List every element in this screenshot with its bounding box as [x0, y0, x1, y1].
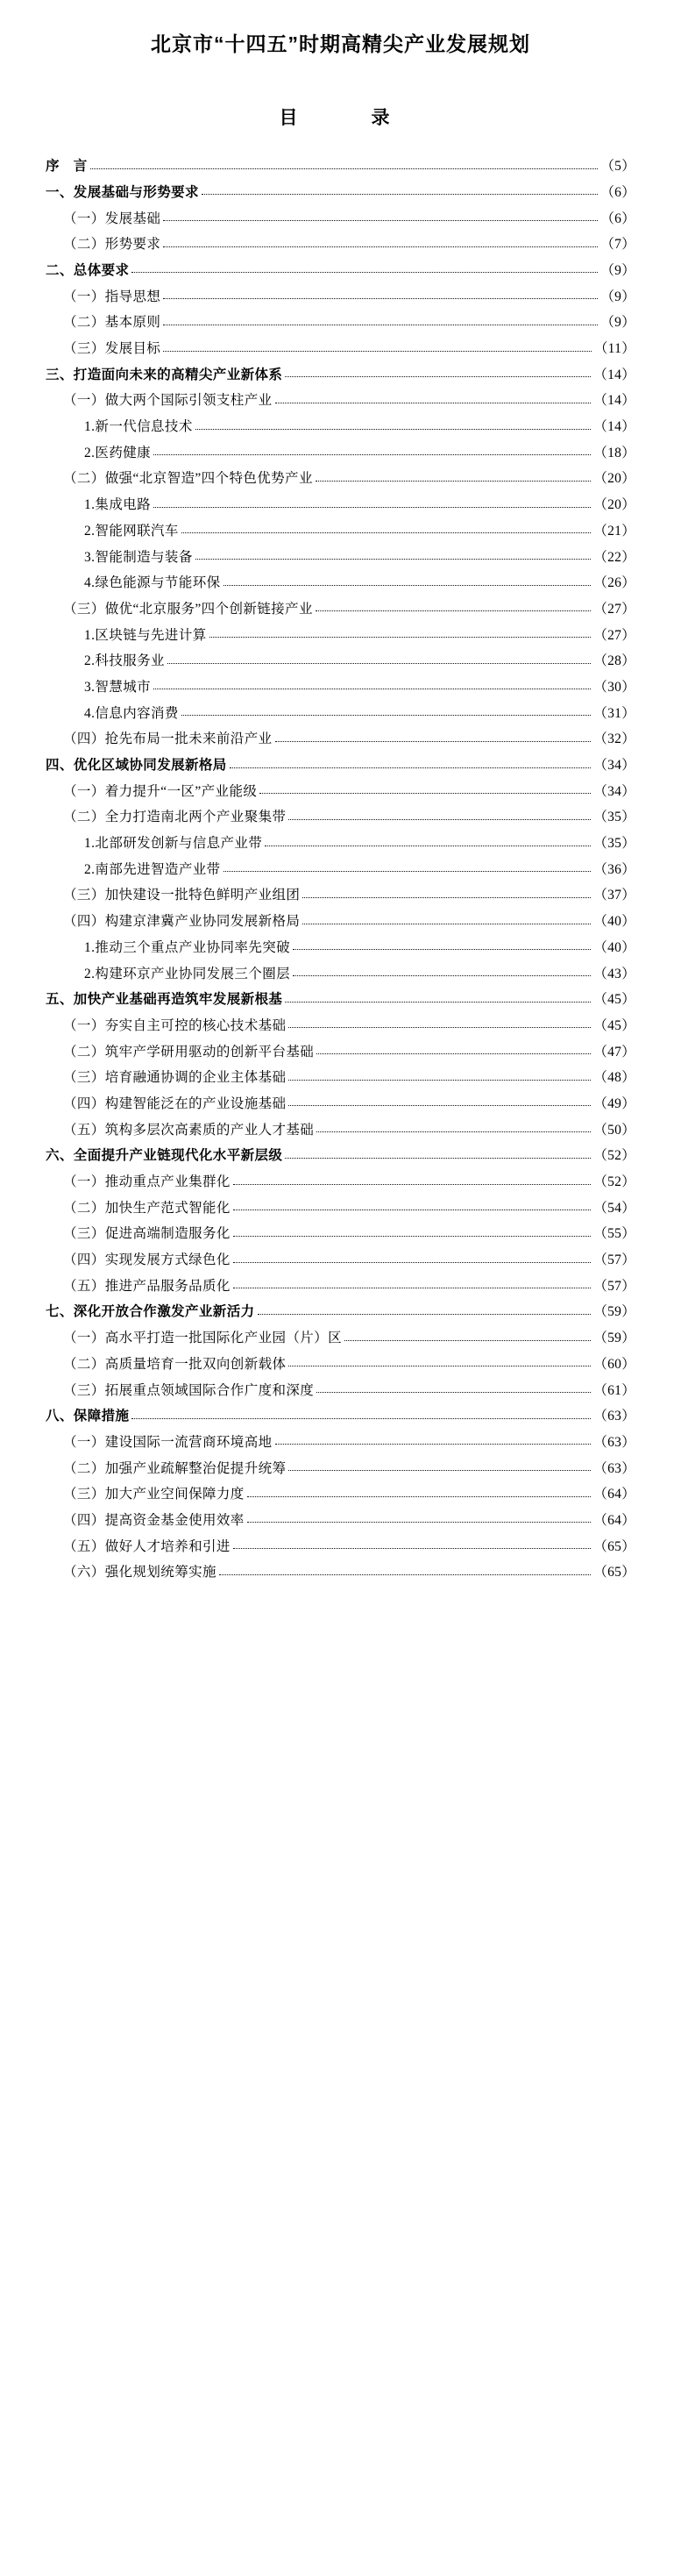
toc-leader-dots: [344, 1339, 591, 1341]
toc-entry[interactable]: [46, 732, 635, 746]
toc-entry-label: 2.科技服务业: [84, 653, 165, 669]
toc-entry[interactable]: [46, 264, 635, 278]
toc-entry-label: 3.智慧城市: [84, 679, 152, 695]
toc-entry-page-number: （52）: [593, 1174, 635, 1189]
toc-entry-label: 4.绿色能源与节能环保: [84, 575, 221, 591]
toc-entry[interactable]: [46, 342, 635, 356]
toc-entry-label: 三、打造面向未来的高精尖产业新体系: [46, 367, 283, 382]
toc-entry[interactable]: [46, 941, 635, 955]
toc-entry[interactable]: [46, 290, 635, 304]
toc-entry-page-number: （47）: [593, 1044, 635, 1060]
toc-entry-label: （一）夯实自主可控的核心技术基础: [63, 1017, 287, 1033]
toc-entry-page-number: （30）: [593, 679, 635, 695]
toc-entry-label: 1.推动三个重点产业协同率先突破: [84, 939, 291, 955]
toc-entry-page-number: （65）: [593, 1565, 635, 1581]
toc-entry-label: （二）基本原则: [63, 315, 161, 331]
toc-entry[interactable]: [46, 629, 635, 643]
toc-entry-page-number: （36）: [593, 861, 635, 877]
toc-leader-dots: [233, 1235, 591, 1237]
toc-entry-label: 五、加快产业基础再造筑牢发展新根基: [46, 992, 283, 1008]
toc-leader-dots: [202, 193, 598, 195]
toc-entry[interactable]: [46, 1202, 635, 1216]
toc-entry[interactable]: [46, 551, 635, 565]
toc-entry-page-number: （63）: [593, 1409, 635, 1424]
toc-entry[interactable]: [46, 785, 635, 799]
toc-leader-dots: [316, 1053, 591, 1054]
toc-entry-page-number: （14）: [593, 367, 635, 382]
toc-leader-dots: [259, 792, 591, 794]
toc-leader-dots: [233, 1547, 591, 1549]
toc-leader-dots: [285, 1157, 591, 1159]
toc-entry-page-number: （11）: [593, 341, 635, 356]
toc-leader-dots: [302, 923, 591, 924]
toc-entry-label: （四）抢先布局一批未来前沿产业: [63, 731, 273, 747]
toc-entry[interactable]: [46, 654, 635, 668]
toc-entry-label: （一）着力提升“一区”产业能级: [63, 783, 258, 799]
toc-entry[interactable]: [46, 915, 635, 929]
toc-entry-page-number: （63）: [593, 1434, 635, 1450]
toc-entry[interactable]: [46, 759, 635, 773]
toc-entry[interactable]: [46, 707, 635, 721]
toc-entry-label: （三）促进高端制造服务化: [63, 1226, 231, 1242]
toc-entry-page-number: （45）: [593, 1017, 635, 1033]
toc-entry[interactable]: [46, 1019, 635, 1033]
toc-entry-page-number: （21）: [593, 523, 635, 539]
toc-entry-page-number: （60）: [593, 1356, 635, 1372]
toc-leader-dots: [233, 1261, 591, 1263]
toc-entry-page-number: （18）: [593, 445, 635, 460]
toc-entry-label: 序 言: [46, 159, 88, 175]
toc-leader-dots: [195, 558, 592, 560]
toc-leader-dots: [285, 375, 591, 377]
toc-entry-page-number: （40）: [593, 939, 635, 955]
toc-entry-page-number: （45）: [593, 992, 635, 1008]
toc-entry[interactable]: [46, 1540, 635, 1554]
toc-leader-dots: [163, 246, 598, 247]
toc-leader-dots: [233, 1287, 591, 1288]
toc-entry-label: （二）形势要求: [63, 237, 161, 253]
toc-entry[interactable]: [46, 1409, 635, 1424]
toc-entry-label: 2.医药健康: [84, 445, 152, 460]
toc-leader-dots: [223, 870, 592, 872]
toc-entry-page-number: （59）: [593, 1304, 635, 1320]
toc-entry-page-number: （27）: [593, 601, 635, 617]
toc-entry-label: （二）全力打造南北两个产业聚集带: [63, 810, 287, 825]
toc-leader-dots: [288, 818, 591, 820]
toc-leader-dots: [153, 453, 591, 455]
toc-entry-page-number: （20）: [593, 471, 635, 487]
toc-entry-label: （一）建设国际一流营商环境高地: [63, 1434, 273, 1450]
toc-entry-label: （二）高质量培育一批双向创新载体: [63, 1356, 287, 1372]
toc-leader-dots: [163, 350, 592, 352]
toc-entry-page-number: （20）: [593, 497, 635, 513]
toc-leader-dots: [233, 1209, 591, 1210]
toc-entry-label: （二）筑牢产学研用驱动的创新平台基础: [63, 1044, 315, 1060]
toc-entry[interactable]: [46, 472, 635, 486]
toc-entry-label: （一）做大两个国际引领支柱产业: [63, 393, 273, 409]
toc-entry[interactable]: [46, 1305, 635, 1319]
toc-entry-label: （二）加强产业疏解整治促提升统筹: [63, 1460, 287, 1476]
toc-entry-page-number: （5）: [600, 159, 635, 175]
toc-leader-dots: [316, 610, 591, 611]
toc-entry-label: （一）指导思想: [63, 289, 161, 304]
toc-entry-page-number: （64）: [593, 1487, 635, 1502]
toc-entry-page-number: （6）: [600, 211, 635, 226]
toc-entry-label: （二）加快生产范式智能化: [63, 1200, 231, 1216]
toc-entry-label: （五）筑构多层次高素质的产业人才基础: [63, 1122, 315, 1138]
toc-entry[interactable]: [46, 603, 635, 617]
toc-entry-page-number: （35）: [593, 836, 635, 852]
toc-entry[interactable]: [46, 810, 635, 824]
toc-entry-page-number: （64）: [593, 1512, 635, 1528]
toc-leader-dots: [293, 948, 591, 950]
toc-leader-dots: [288, 1365, 591, 1366]
toc-entry-page-number: （34）: [593, 783, 635, 799]
toc-leader-dots: [163, 219, 598, 221]
toc-entry[interactable]: [46, 681, 635, 695]
toc-entry[interactable]: [46, 368, 635, 382]
toc-entry-page-number: （65）: [593, 1538, 635, 1554]
toc-entry-page-number: （26）: [593, 575, 635, 591]
toc-entry-label: 3.智能制造与装备: [84, 549, 193, 565]
toc-entry-page-number: （31）: [593, 705, 635, 721]
toc-entry[interactable]: [46, 967, 635, 981]
toc-entry-label: 六、全面提升产业链现代化水平新层级: [46, 1148, 283, 1164]
toc-leader-dots: [230, 767, 592, 768]
toc-entry-page-number: （9）: [600, 315, 635, 331]
toc-entry-label: （四）实现发展方式绿色化: [63, 1252, 231, 1268]
toc-leader-dots: [209, 636, 592, 638]
toc-entry-label: 八、保障措施: [46, 1409, 130, 1424]
toc-leader-dots: [167, 662, 591, 664]
toc-entry-label: 1.区块链与先进计算: [84, 627, 207, 643]
toc-leader-dots: [223, 584, 592, 586]
toc-entry-page-number: （54）: [593, 1200, 635, 1216]
toc-entry-page-number: （9）: [600, 289, 635, 304]
toc-entry-page-number: （63）: [593, 1460, 635, 1476]
toc-entry-page-number: （28）: [593, 653, 635, 669]
toc-entry-label: （四）构建京津冀产业协同发展新格局: [63, 914, 301, 930]
toc-entry-label: 四、优化区域协同发展新格局: [46, 758, 227, 773]
toc-entry-page-number: （50）: [593, 1122, 635, 1138]
toc-leader-dots: [163, 297, 598, 299]
toc-entry[interactable]: [46, 1227, 635, 1241]
toc-leader-dots: [288, 1079, 591, 1081]
toc-entry-label: 1.新一代信息技术: [84, 419, 193, 435]
toc-leader-dots: [316, 1131, 591, 1132]
toc-entry[interactable]: [46, 1280, 635, 1294]
toc-entry[interactable]: [46, 1071, 635, 1085]
toc-entry-label: （一）高水平打造一批国际化产业园（片）区: [63, 1331, 343, 1346]
toc-entry-page-number: （32）: [593, 731, 635, 747]
toc-entry[interactable]: [46, 316, 635, 330]
toc-entry[interactable]: [46, 1436, 635, 1450]
toc-entry-page-number: （27）: [593, 627, 635, 643]
toc-entry-label: 2.智能网联汽车: [84, 523, 179, 539]
toc-entry[interactable]: [46, 993, 635, 1007]
toc-entry-page-number: （7）: [600, 237, 635, 253]
toc-leader-dots: [181, 532, 591, 533]
toc-leader-dots: [195, 428, 592, 430]
toc-entry[interactable]: [46, 446, 635, 460]
toc-entry-label: 2.构建环京产业协同发展三个圈层: [84, 966, 291, 981]
toc-leader-dots: [90, 168, 599, 169]
toc-entry[interactable]: [46, 1566, 635, 1580]
toc-entry-page-number: （6）: [600, 184, 635, 200]
toc-entry-page-number: （57）: [593, 1278, 635, 1294]
toc-entry[interactable]: [46, 1358, 635, 1372]
toc-leader-dots: [316, 1391, 591, 1393]
toc-entry[interactable]: [46, 498, 635, 512]
toc-leader-dots: [258, 1313, 592, 1315]
toc-leader-dots: [302, 896, 591, 898]
toc-entry-page-number: （35）: [593, 810, 635, 825]
page-title: 北京市“十四五”时期高精尖产业发展规划: [151, 32, 530, 55]
toc-leader-dots: [285, 1001, 591, 1003]
toc-entry[interactable]: [46, 1124, 635, 1138]
toc-entry-label: 一、发展基础与形势要求: [46, 184, 199, 200]
toc-entry-label: 七、深化开放合作激发产业新活力: [46, 1304, 255, 1320]
toc-entry-page-number: （48）: [593, 1070, 635, 1086]
toc-entry[interactable]: [46, 1384, 635, 1398]
toc-entry[interactable]: [46, 212, 635, 226]
toc-entry[interactable]: [46, 1045, 635, 1060]
toc-leader-dots: [288, 1026, 591, 1028]
toc-entry-page-number: （43）: [593, 966, 635, 981]
toc-entry[interactable]: [46, 394, 635, 408]
toc-entry-page-number: （55）: [593, 1226, 635, 1242]
toc-entry-page-number: （40）: [593, 914, 635, 930]
toc-leader-dots: [247, 1495, 592, 1497]
toc-leader-dots: [219, 1573, 591, 1575]
toc-entry-page-number: （9）: [600, 262, 635, 278]
toc-entry-label: 2.南部先进智造产业带: [84, 861, 221, 877]
toc-entry-label: 1.集成电路: [84, 497, 152, 513]
toc-entry[interactable]: [46, 837, 635, 851]
toc-entry-label: 4.信息内容消费: [84, 705, 179, 721]
toc-leader-dots: [275, 402, 592, 403]
toc-leader-dots: [131, 1417, 591, 1419]
toc-entry-label: （一）发展基础: [63, 211, 161, 226]
toc-entry[interactable]: [46, 186, 635, 200]
toc-entry[interactable]: [46, 160, 635, 174]
toc-entry-label: （四）构建智能泛在的产业设施基础: [63, 1095, 287, 1111]
toc-entry[interactable]: [46, 1175, 635, 1189]
toc-entry[interactable]: [46, 1462, 635, 1476]
table-of-contents: [46, 160, 635, 1580]
toc-entry[interactable]: [46, 888, 635, 903]
toc-entry-label: （四）提高资金基金使用效率: [63, 1512, 245, 1528]
toc-entry-label: 1.北部研发创新与信息产业带: [84, 836, 263, 852]
toc-leader-dots: [163, 324, 598, 325]
toc-entry[interactable]: [46, 524, 635, 539]
toc-entry[interactable]: [46, 576, 635, 590]
toc-entry-label: （三）加快建设一批特色鲜明产业组团: [63, 888, 301, 903]
toc-leader-dots: [293, 974, 591, 976]
toc-leader-dots: [275, 1443, 592, 1445]
toc-entry-page-number: （49）: [593, 1095, 635, 1111]
toc-entry[interactable]: [46, 1149, 635, 1163]
toc-entry-label: （三）加大产业空间保障力度: [63, 1487, 245, 1502]
toc-leader-dots: [247, 1521, 592, 1523]
toc-entry[interactable]: [46, 1514, 635, 1528]
toc-entry-page-number: （14）: [593, 419, 635, 435]
toc-entry-page-number: （59）: [593, 1331, 635, 1346]
toc-entry[interactable]: [46, 863, 635, 877]
toc-leader-dots: [153, 506, 591, 508]
toc-entry[interactable]: [46, 1488, 635, 1502]
toc-entry-label: 二、总体要求: [46, 262, 130, 278]
toc-entry-label: （三）发展目标: [63, 341, 161, 356]
toc-entry-page-number: （14）: [593, 393, 635, 409]
toc-entry-label: （三）做优“北京服务”四个创新链接产业: [63, 601, 313, 617]
toc-entry[interactable]: [46, 1097, 635, 1111]
toc-entry-page-number: （22）: [593, 549, 635, 565]
toc-entry-label: （六）强化规划统筹实施: [63, 1565, 216, 1581]
toc-entry-page-number: （57）: [593, 1252, 635, 1268]
toc-leader-dots: [288, 1104, 591, 1106]
toc-leader-dots: [153, 688, 591, 689]
toc-leader-dots: [233, 1183, 591, 1185]
toc-leader-dots: [316, 480, 591, 482]
toc-entry-label: （三）拓展重点领域国际合作广度和深度: [63, 1382, 315, 1398]
toc-entry-page-number: （52）: [593, 1148, 635, 1164]
toc-entry-label: （三）培育融通协调的企业主体基础: [63, 1070, 287, 1086]
toc-entry[interactable]: [46, 1253, 635, 1267]
toc-entry-page-number: （37）: [593, 888, 635, 903]
toc-entry[interactable]: [46, 420, 635, 434]
toc-heading: 目 录: [279, 108, 402, 129]
toc-entry-label: （二）做强“北京智造”四个特色优势产业: [63, 471, 313, 487]
toc-entry-page-number: （61）: [593, 1382, 635, 1398]
toc-entry-label: （五）推进产品服务品质化: [63, 1278, 231, 1294]
toc-leader-dots: [131, 271, 598, 273]
toc-leader-dots: [288, 1469, 591, 1471]
toc-leader-dots: [181, 714, 591, 716]
toc-entry[interactable]: [46, 238, 635, 252]
toc-leader-dots: [265, 845, 591, 846]
toc-entry-label: （五）做好人才培养和引进: [63, 1538, 231, 1554]
toc-entry-label: （一）推动重点产业集群化: [63, 1174, 231, 1189]
toc-entry-page-number: （34）: [593, 758, 635, 773]
toc-entry[interactable]: [46, 1331, 635, 1345]
toc-leader-dots: [275, 740, 592, 742]
